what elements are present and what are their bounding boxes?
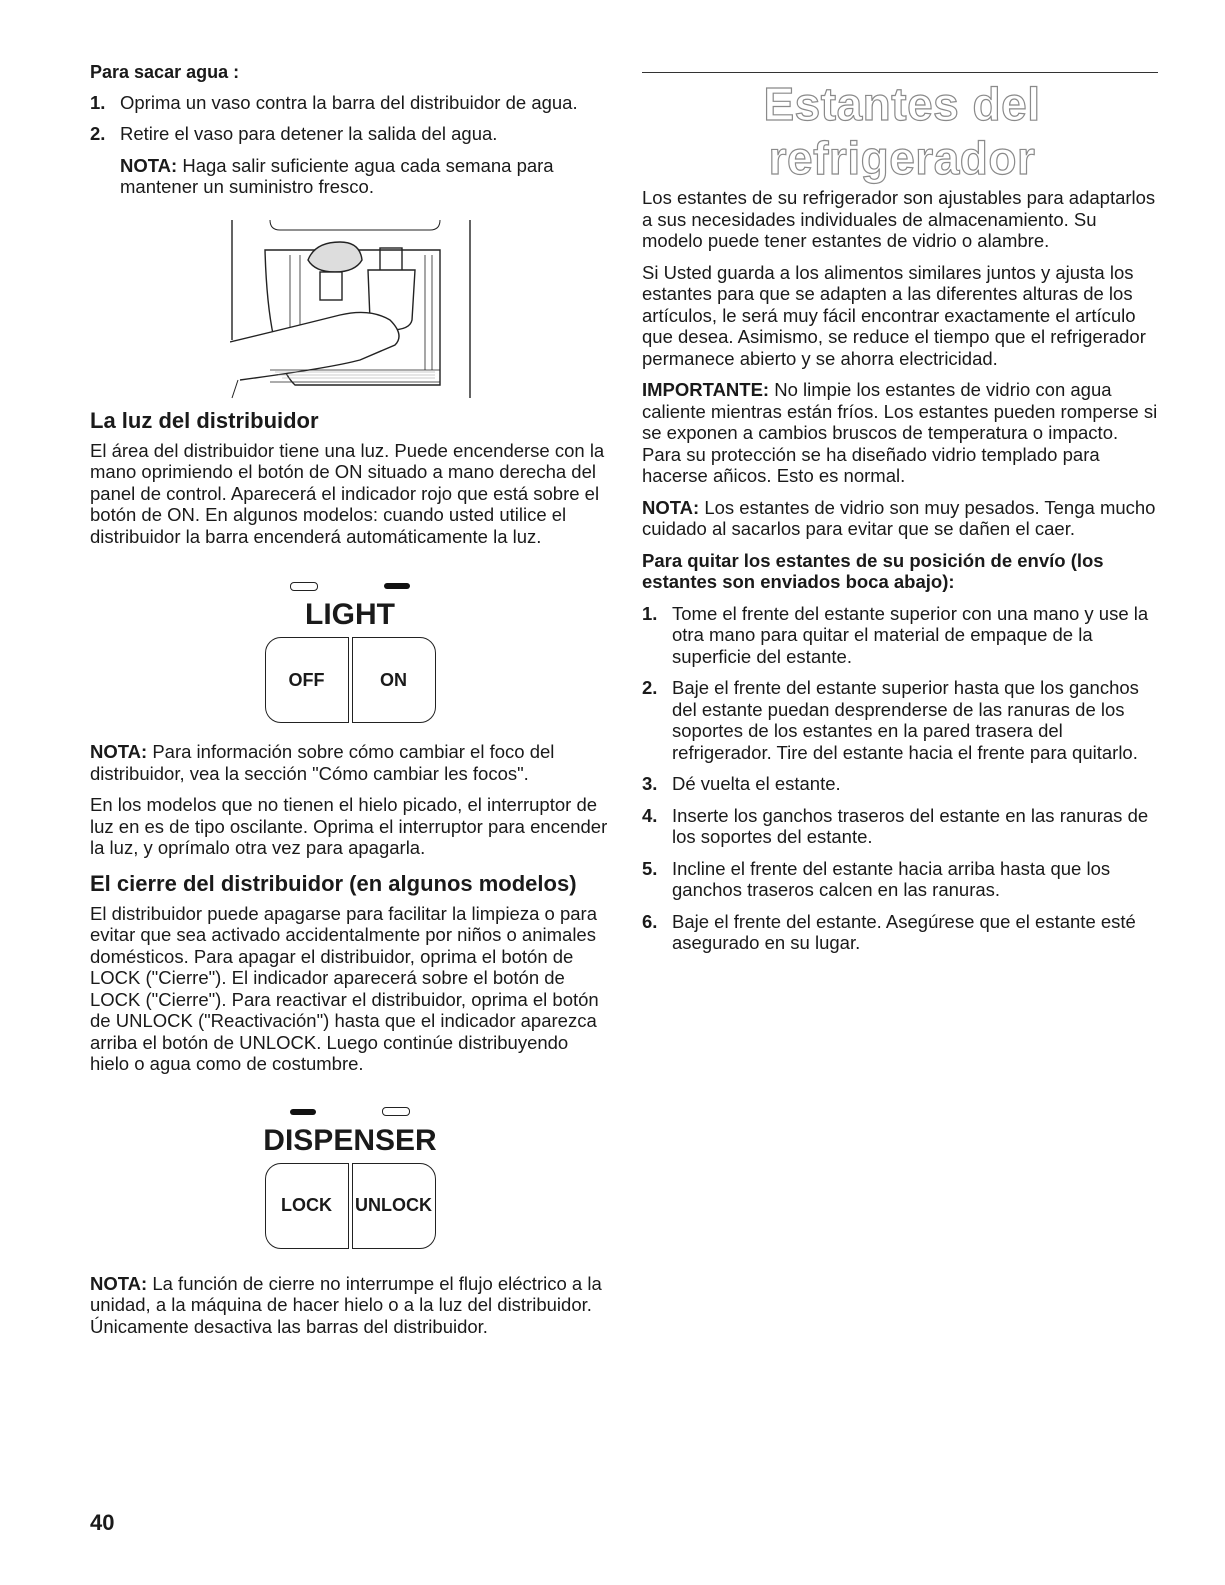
lock-paragraph: El distribuidor puede apagarse para facilitar la limpieza o para evitar que sea activado accidentalmente por niños o animales domésticos. Para apagar el distribuidor, oprima el botón de LOCK ("Cierre"). El indicador aparecerá sobre el botón de LOCK ("Cierre"). Para reactivar el distribuidor, oprima el botón de UNLOCK ("Reactivación") hasta que el indicador aparezca arriba el botón de UNLOCK. Luego continúe distribuyendo hielo o agua como de costumbre.: [90, 902, 599, 1074]
note-label: NOTA:: [642, 496, 700, 518]
step-number: 2.: [90, 123, 106, 144]
dispenser-illustration: [230, 220, 490, 400]
remove-steps: [642, 603, 1162, 954]
lock-button[interactable]: LOCK: [265, 1163, 349, 1249]
remove-heading: Para quitar los estantes de su posición de envío (los estantes son enviados boca abajo):: [642, 549, 1104, 592]
step-text: Tome el frente del estante superior con una mano y use la otra mano para quitar el material de empaque de la superficie del estante.: [672, 602, 1149, 667]
section-title: Estantes del refrigerador: [763, 78, 1041, 184]
shelves-paragraph-2: Si Usted guarda a los alimentos similares juntos y ajusta los estantes para que se adapten a las diferentes alturas de los artículos, le será muy fácil encontrar exactamente el artículo que desea. Asimismo, se reduce el tiempo que el refrigerador permanece abierto y se ahorra electricidad.: [642, 261, 1146, 369]
lock-heading: El cierre del distribuidor (en algunos modelos): [90, 870, 577, 896]
unlock-indicator-icon: [382, 1107, 410, 1116]
note-label: NOTA:: [90, 741, 148, 762]
list-item: [642, 773, 1162, 795]
water-heading: Para sacar agua :: [90, 62, 240, 82]
page-number: 40: [90, 1510, 115, 1535]
step-text: Incline el frente del estante hacia arriba hasta que los ganchos traseros calcen en las ranuras.: [672, 857, 1111, 900]
light-control-panel: [220, 579, 480, 723]
note-label: NOTA:: [90, 1272, 148, 1294]
list-item: [642, 858, 1162, 901]
step-number: 4.: [642, 804, 658, 826]
on-button[interactable]: ON: [352, 637, 436, 723]
left-column: [90, 62, 610, 1337]
list-item: [642, 677, 1162, 763]
dispenser-buttons: [220, 1163, 480, 1249]
off-button[interactable]: OFF: [265, 637, 349, 723]
note-text: Haga salir suficiente agua cada semana para mantener un suministro fresco.: [120, 154, 554, 197]
water-steps: [90, 92, 610, 145]
step-text: Baje el frente del estante. Asegúrese que el estante esté asegurado en su lugar.: [672, 910, 1136, 953]
glass-note: [642, 497, 1162, 540]
important-label: IMPORTANTE:: [642, 379, 770, 400]
unlock-button[interactable]: UNLOCK: [352, 1163, 436, 1249]
important-text: No limpie los estantes de vidrio con agua caliente mientras están fríos. Los estantes pueden romperse si se exponen a cambios bruscos de temperatura o impacto. Para su protección se ha diseñado vidrio templado para hacerse añicos. Esto es normal.: [642, 379, 1158, 486]
on-indicator-icon: [384, 583, 410, 589]
important-note: [642, 379, 1162, 487]
light-paragraph: El área del distribuidor tiene una luz. Puede encenderse con la mano oprimiendo el botón de ON situado a mano derecha del panel de control. Aparecerá el indicador rojo que está sobre el botón de ON. En algunos modelos: cuando usted utilice el distribuidor la barra encenderá automáticamente la luz.: [90, 439, 605, 547]
dispenser-indicators: [220, 1105, 480, 1119]
off-indicator-icon: [290, 582, 318, 591]
step-text: Inserte los ganchos traseros del estante en las ranuras de los soportes del estante.: [672, 804, 1149, 847]
step-number: 2.: [642, 677, 658, 698]
step-text: Oprima un vaso contra la barra del distribuidor de agua.: [120, 91, 578, 113]
step-text: Retire el vaso para detener la salida del agua.: [120, 123, 498, 144]
light-buttons: [220, 637, 480, 723]
note-text: Para información sobre cómo cambiar el foco del distribuidor, vea la sección "Cómo cambiar les focos".: [90, 741, 555, 784]
note-text: Los estantes de vidrio son muy pesados. Tenga mucho cuidado al sacarlos para evitar que se dañen el caer.: [642, 496, 1156, 539]
list-item: [642, 911, 1162, 954]
light-paragraph-2: En los modelos que no tienen el hielo picado, el interruptor de luz en es de tipo oscilante. Oprima el interruptor para encender la luz, y oprímalo otra vez para apagarla.: [90, 794, 608, 858]
dispenser-control-panel: [220, 1105, 480, 1249]
lock-indicator-icon: [290, 1109, 316, 1115]
light-heading: La luz del distribuidor: [90, 407, 319, 433]
list-item: [90, 123, 610, 145]
note-text: La función de cierre no interrumpe el flujo eléctrico a la unidad, a la máquina de hacer hielo o a la luz del distribuidor. Únicamente desactiva las barras del distribuidor.: [90, 1272, 602, 1337]
list-item: [90, 92, 610, 114]
step-number: 1.: [642, 602, 658, 624]
right-column: [642, 62, 1162, 964]
water-note: [90, 155, 610, 198]
list-item: [642, 805, 1162, 848]
step-text: Baje el frente del estante superior hasta que los ganchos del estante puedan desprenderse de las ranuras de los soportes de los estantes en la pared trasera del refrigerador. Tire del estante hacia el frente para quitarlo.: [672, 677, 1139, 763]
light-panel-title: LIGHT: [305, 598, 395, 631]
dispenser-panel-title: DISPENSER: [263, 1123, 437, 1157]
lock-note: [90, 1273, 610, 1338]
step-number: 3.: [642, 773, 658, 794]
step-text: Dé vuelta el estante.: [672, 773, 841, 794]
section-divider: [642, 72, 1158, 73]
step-number: 1.: [90, 91, 106, 113]
step-number: 5.: [642, 857, 658, 879]
list-item: [642, 603, 1162, 668]
light-note: [90, 741, 610, 784]
step-number: 6.: [642, 910, 658, 932]
note-label: NOTA:: [120, 154, 178, 176]
shelves-paragraph-1: Los estantes de su refrigerador son ajustables para adaptarlos a sus necesidades individuales de almacenamiento. Su modelo puede tener estantes de vidrio o alambre.: [642, 187, 1156, 251]
light-indicators: [220, 579, 480, 593]
